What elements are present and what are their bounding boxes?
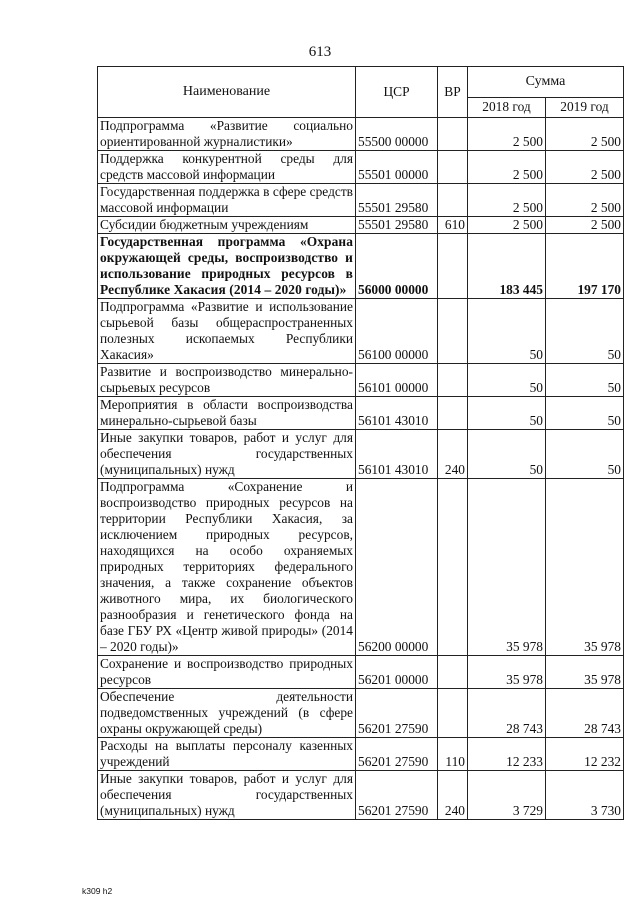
row-sum-2019: 28 743	[546, 689, 624, 738]
row-sum-2019: 2 500	[546, 118, 624, 151]
row-sum-2018: 50	[468, 430, 546, 479]
row-sum-2018: 2 500	[468, 151, 546, 184]
row-csr: 55501 00000	[356, 151, 438, 184]
row-csr: 56201 27590	[356, 738, 438, 771]
table-row	[98, 738, 624, 771]
row-sum-2019: 35 978	[546, 479, 624, 656]
row-sum-2019: 50	[546, 430, 624, 479]
row-csr: 56201 27590	[356, 689, 438, 738]
page-number: 613	[308, 44, 332, 60]
header-sum: Сумма	[468, 67, 624, 98]
table-row	[98, 656, 624, 689]
row-vr: 110	[438, 738, 468, 771]
table-row	[98, 234, 624, 299]
header-year-2018: 2018 год	[468, 97, 546, 117]
row-sum-2019: 50	[546, 299, 624, 364]
row-sum-2019: 197 170	[546, 234, 624, 299]
header-name: Наименование	[98, 67, 356, 118]
row-vr	[438, 689, 468, 738]
row-vr: 240	[438, 771, 468, 820]
row-name: Субсидии бюджетным учреждениям	[98, 217, 356, 234]
row-vr	[438, 151, 468, 184]
row-csr: 56100 00000	[356, 299, 438, 364]
row-sum-2019: 2 500	[546, 151, 624, 184]
row-sum-2018: 50	[468, 397, 546, 430]
row-sum-2018: 2 500	[468, 118, 546, 151]
row-name: Обеспечение деятельности подведомственных учреждений (в сфере охраны окружающей среды)	[98, 689, 356, 738]
row-name: Подпрограмма «Сохранение и воспроизводство природных ресурсов на территории Республики Хакасия, за исключением природных ресурсов, находящихся на особо охраняемых природных территориях федерального значения, а также сохранение объектов животного мира, их биологического разнообразия и генетического фонда на базе ГБУ РХ «Центр живой природы» (2014 – 2020 годы)»	[98, 479, 356, 656]
table-row	[98, 397, 624, 430]
table-body	[98, 118, 624, 820]
header-year-2019: 2019 год	[546, 97, 624, 117]
row-csr: 56201 27590	[356, 771, 438, 820]
row-csr: 56201 00000	[356, 656, 438, 689]
row-sum-2019: 50	[546, 364, 624, 397]
row-sum-2018: 50	[468, 299, 546, 364]
row-name: Иные закупки товаров, работ и услуг для обеспечения государственных (муниципальных) нужд	[98, 771, 356, 820]
row-name: Сохранение и воспроизводство природных ресурсов	[98, 656, 356, 689]
row-name: Развитие и воспроизводство минерально-сырьевых ресурсов	[98, 364, 356, 397]
row-vr	[438, 299, 468, 364]
row-sum-2018: 2 500	[468, 217, 546, 234]
row-name: Иные закупки товаров, работ и услуг для обеспечения государственных (муниципальных) нужд	[98, 430, 356, 479]
table-row	[98, 118, 624, 151]
table-row	[98, 364, 624, 397]
row-name: Государственная поддержка в сфере средств массовой информации	[98, 184, 356, 217]
row-vr	[438, 397, 468, 430]
row-name: Подпрограмма «Развитие и использование сырьевой базы общераспространенных полезных ископаемых Республики Хакасия»	[98, 299, 356, 364]
budget-table	[97, 66, 624, 820]
row-name: Расходы на выплаты персоналу казенных учреждений	[98, 738, 356, 771]
table-row	[98, 430, 624, 479]
table-row	[98, 299, 624, 364]
table-row	[98, 771, 624, 820]
row-sum-2018: 50	[468, 364, 546, 397]
row-csr: 56101 43010	[356, 430, 438, 479]
table-row	[98, 479, 624, 656]
row-name: Поддержка конкурентной среды для средств массовой информации	[98, 151, 356, 184]
row-sum-2019: 12 232	[546, 738, 624, 771]
row-vr	[438, 184, 468, 217]
row-csr: 55500 00000	[356, 118, 438, 151]
row-sum-2018: 35 978	[468, 479, 546, 656]
row-sum-2018: 12 233	[468, 738, 546, 771]
header-csr: ЦСР	[356, 67, 438, 118]
row-csr: 56200 00000	[356, 479, 438, 656]
row-sum-2019: 35 978	[546, 656, 624, 689]
row-sum-2018: 183 445	[468, 234, 546, 299]
row-csr: 55501 29580	[356, 217, 438, 234]
header-vr: ВР	[438, 67, 468, 118]
row-sum-2019: 3 730	[546, 771, 624, 820]
row-sum-2018: 2 500	[468, 184, 546, 217]
row-csr: 56101 00000	[356, 364, 438, 397]
row-sum-2018: 28 743	[468, 689, 546, 738]
table-row	[98, 689, 624, 738]
footer-code: k309 h2	[82, 886, 113, 896]
row-name: Государственная программа «Охрана окружающей среды, воспроизводство и использование природных ресурсов в Республике Хакасия (2014 – 2020 годы)»	[98, 234, 356, 299]
row-sum-2018: 35 978	[468, 656, 546, 689]
row-vr: 610	[438, 217, 468, 234]
row-csr: 55501 29580	[356, 184, 438, 217]
row-vr	[438, 118, 468, 151]
table-row	[98, 184, 624, 217]
row-vr: 240	[438, 430, 468, 479]
row-vr	[438, 656, 468, 689]
row-sum-2018: 3 729	[468, 771, 546, 820]
row-sum-2019: 2 500	[546, 184, 624, 217]
row-csr: 56000 00000	[356, 234, 438, 299]
row-vr	[438, 479, 468, 656]
table-row	[98, 217, 624, 234]
row-sum-2019: 2 500	[546, 217, 624, 234]
row-name: Мероприятия в области воспроизводства минерально-сырьевой базы	[98, 397, 356, 430]
row-csr: 56101 43010	[356, 397, 438, 430]
row-name: Подпрограмма «Развитие социально ориентированной журналистики»	[98, 118, 356, 151]
row-vr	[438, 364, 468, 397]
row-vr	[438, 234, 468, 299]
table-row	[98, 151, 624, 184]
row-sum-2019: 50	[546, 397, 624, 430]
